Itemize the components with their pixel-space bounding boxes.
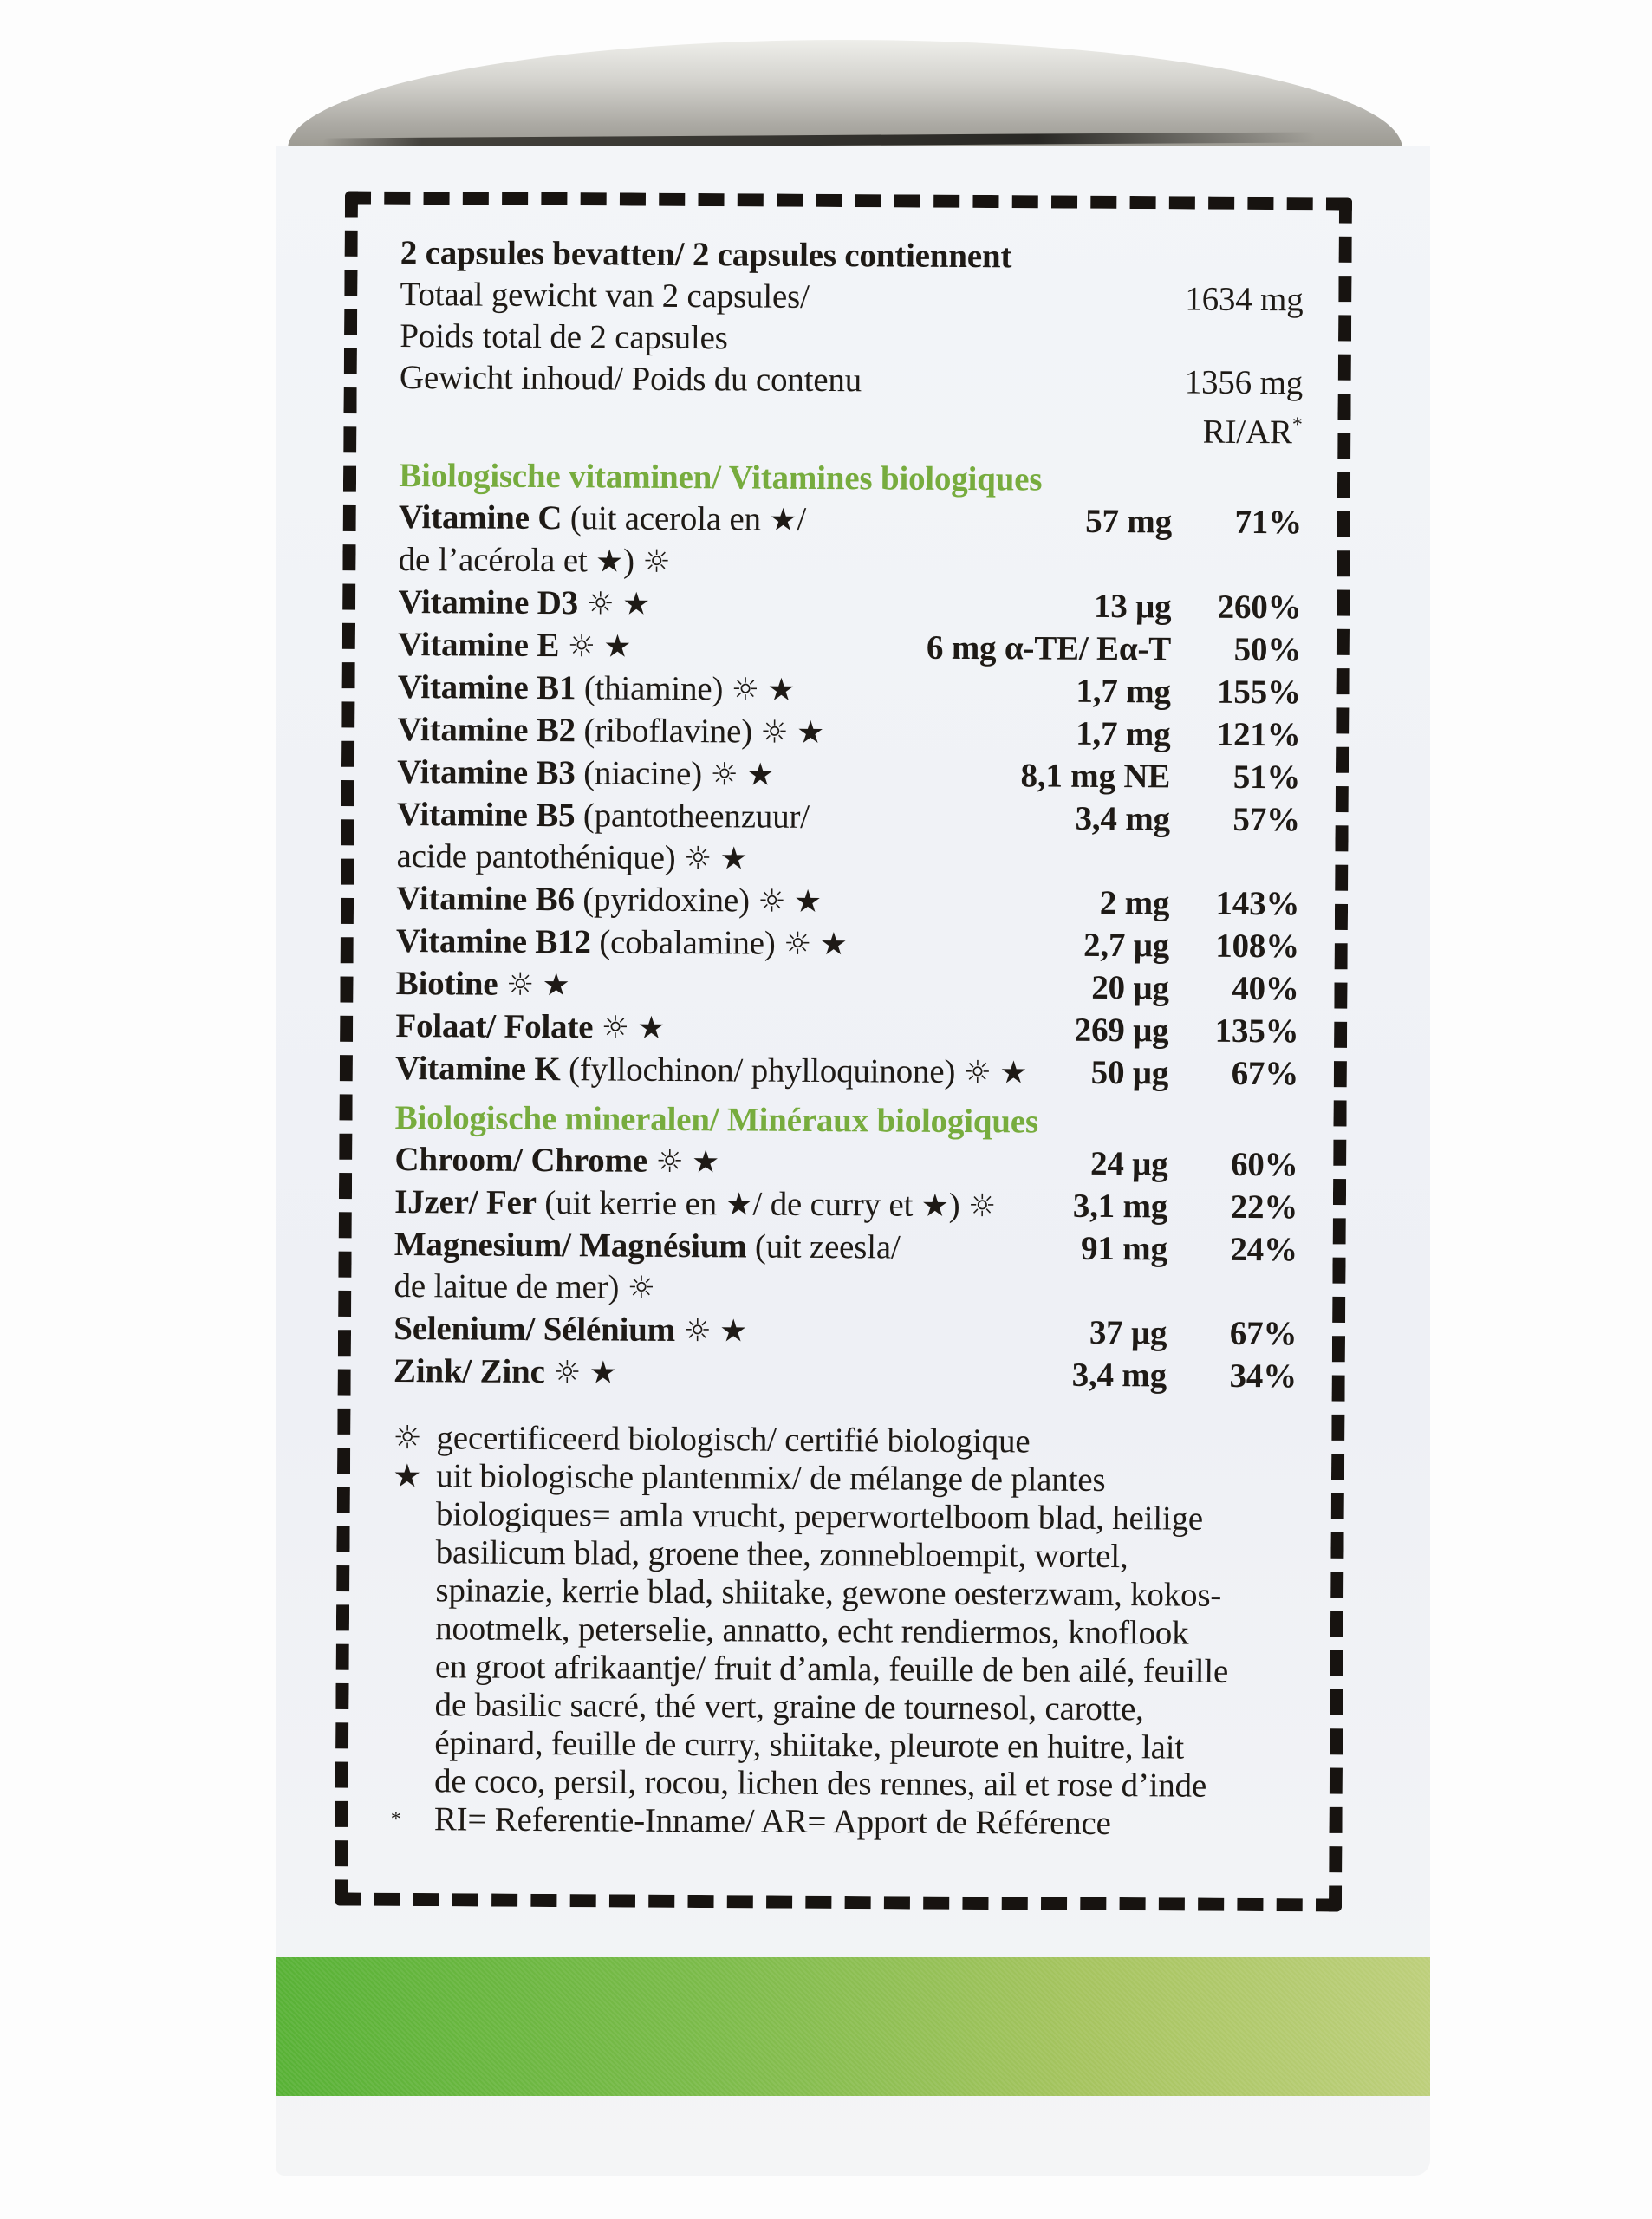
footnote-line — [393, 1533, 1296, 1577]
table-row — [397, 709, 1300, 757]
nutrient-name: Vitamine B12 (cobalamine) ☼ ★ — [395, 921, 848, 963]
nutrient-ri-percent: 67% — [1231, 1054, 1299, 1093]
table-row — [393, 1266, 1297, 1313]
nutrient-name: Vitamine B2 (riboflavine) ☼ ★ — [397, 710, 825, 751]
organic-sun-icon: ☼ — [393, 1418, 422, 1457]
organic-sun-icon: ☼ — [967, 1188, 997, 1225]
nutrient-name: Vitamine B3 (niacine) ☼ ★ — [397, 752, 775, 793]
nutrient-amount: 3,1 mg — [1072, 1187, 1168, 1226]
header-label: Poids total de 2 capsules — [400, 316, 728, 357]
nutrient-amount: 20 μg — [1091, 968, 1169, 1007]
nutrient-amount: 2,7 μg — [1083, 926, 1170, 965]
plantmix-star-icon: ★ — [719, 841, 748, 877]
organic-sun-icon: ☼ — [963, 1054, 992, 1091]
table-row — [395, 1005, 1298, 1053]
footnote-marker — [391, 1724, 434, 1762]
label-header-rows — [399, 274, 1303, 453]
nutrient-ri-percent: 22% — [1230, 1188, 1298, 1227]
plantmix-star-icon: ★ — [793, 883, 823, 920]
footnote-text: basilicum blad, groene thee, zonnebloempit, wortel, — [435, 1533, 1128, 1576]
footnote-line — [391, 1724, 1294, 1767]
organic-sun-icon: ☼ — [758, 883, 786, 920]
organic-sun-icon: ☼ — [567, 628, 595, 665]
table-row — [398, 667, 1301, 714]
nutrition-label — [391, 232, 1304, 1851]
nutrient-ri-percent: 143% — [1215, 884, 1300, 923]
organic-sun-icon: ☼ — [760, 714, 789, 751]
nutrient-name: de l’acérola et ★) ☼ — [398, 540, 671, 580]
table-row — [397, 794, 1300, 841]
footnote-line — [392, 1572, 1295, 1615]
footnote-text: RI= Referentie-Inname/ AR= Apport de Référence — [433, 1800, 1111, 1843]
footnote-line — [393, 1419, 1296, 1462]
plantmix-star-icon: ★ — [621, 586, 651, 622]
nutrient-amount: 57 mg — [1085, 502, 1173, 541]
nutrient-ri-percent: 155% — [1216, 673, 1301, 712]
plantmix-star-icon: ★ — [745, 757, 775, 793]
table-row — [395, 1048, 1298, 1096]
organic-sun-icon: ☼ — [683, 1313, 712, 1350]
nutrient-name: Vitamine C (uit acerola en ★/ — [398, 498, 807, 538]
nutrient-amount: 269 μg — [1074, 1011, 1169, 1050]
footnote-text: de coco, persil, rocou, lichen des rennes, ail et rose d’inde — [433, 1762, 1207, 1805]
table-row — [397, 752, 1300, 799]
footnote-marker — [391, 1762, 434, 1800]
footnotes — [391, 1419, 1297, 1851]
plantmix-star-icon: ★ — [719, 1313, 748, 1350]
nutrient-amount: 8,1 mg NE — [1020, 757, 1171, 796]
footnote-text: nootmelk, peterselie, annatto, echt rendiermos, knoflook — [435, 1610, 1189, 1652]
plantmix-star-icon: ★ — [691, 1144, 720, 1181]
nutrient-amount: 50 μg — [1090, 1053, 1169, 1092]
nutrient-amount: 2 mg — [1099, 883, 1170, 922]
nutrient-amount: 13 μg — [1093, 587, 1172, 626]
label-title: 2 capsules bevatten/ 2 capsules contiennent — [400, 233, 1012, 276]
section-heading: Biologische vitaminen/ Vitamines biologiques — [399, 456, 1043, 498]
nutrient-ri-percent: 121% — [1216, 715, 1301, 754]
organic-sun-icon: ☼ — [655, 1143, 684, 1181]
nutrient-ri-percent: 57% — [1232, 800, 1301, 839]
plantmix-star-icon: ★ — [769, 502, 797, 538]
nutrient-ri-percent: 34% — [1229, 1357, 1298, 1396]
nutrient-name: IJzer/ Fer (uit kerrie en ★/ de curry et ★) ☼ — [394, 1182, 997, 1225]
nutrient-amount: 1,7 mg — [1076, 672, 1171, 711]
table-row — [394, 1139, 1298, 1187]
plantmix-star-icon: ★ — [920, 1188, 949, 1224]
organic-sun-icon: ☼ — [505, 966, 535, 1003]
footnote-text: uit biologische plantenmix/ de mélange de plantes — [436, 1457, 1106, 1499]
table-row — [399, 539, 1302, 587]
header-row — [400, 274, 1303, 321]
plantmix-star-icon: ★ — [819, 926, 848, 963]
table-row — [394, 1181, 1298, 1229]
organic-sun-icon: ☼ — [553, 1355, 582, 1391]
footnote-marker — [393, 1495, 436, 1533]
footnote-text: gecertificeerd biologisch/ certifié biologique — [436, 1419, 1031, 1461]
nutrient-ri-percent: 67% — [1229, 1314, 1298, 1353]
green-gradient-band — [276, 1957, 1430, 2096]
nutrient-amount: 1,7 mg — [1076, 714, 1171, 753]
plantmix-star-icon: ★ — [603, 628, 632, 665]
nutrient-name: Selenium/ Sélénium ☼ ★ — [393, 1309, 748, 1350]
nutrient-amount: 37 μg — [1089, 1313, 1167, 1352]
plantmix-star-icon: ★ — [595, 543, 624, 580]
nutrient-name: Zink/ Zinc ☼ ★ — [393, 1351, 617, 1391]
header-row — [400, 357, 1303, 404]
footnote-marker — [392, 1648, 435, 1686]
table-row — [398, 624, 1301, 672]
table-row — [398, 582, 1301, 629]
footnote-marker — [391, 1686, 434, 1724]
organic-sun-icon: ☼ — [710, 757, 738, 793]
organic-sun-icon: ☼ — [601, 1010, 629, 1046]
organic-sun-icon: ☼ — [586, 586, 615, 622]
nutrient-name: Chroom/ Chrome ☼ ★ — [394, 1140, 720, 1181]
organic-sun-icon: ☼ — [683, 841, 712, 877]
footnote-line — [391, 1686, 1294, 1729]
footnote-marker: * — [390, 1806, 401, 1832]
header-row — [399, 399, 1302, 453]
plantmix-star-icon: ★ — [725, 1187, 753, 1223]
nutrient-name: Folaat/ Folate ☼ ★ — [395, 1006, 666, 1046]
nutrient-name: Vitamine B6 (pyridoxine) ☼ ★ — [396, 879, 823, 920]
nutrient-name: Vitamine D3 ☼ ★ — [398, 582, 651, 622]
nutrient-ri-percent: 24% — [1230, 1230, 1298, 1269]
nutrient-ri-percent: 60% — [1230, 1145, 1298, 1184]
nutrient-ri-percent: 108% — [1215, 927, 1300, 966]
nutrient-name: Vitamine K (fyllochinon/ phylloquinone) ☼ ★ — [394, 1049, 1028, 1091]
nutrient-amount: 24 μg — [1089, 1144, 1168, 1183]
table-row — [396, 963, 1299, 1011]
organic-sun-icon: ☼ — [627, 1270, 655, 1306]
plantmix-star-icon: ★ — [542, 967, 570, 1004]
nutrient-amount: 6 mg α-TE/ Eα-T — [926, 628, 1172, 668]
table-row — [396, 921, 1299, 968]
footnote-line — [391, 1762, 1294, 1806]
footnote-text: de basilic sacré, thé vert, graine de tournesol, carotte, — [434, 1686, 1144, 1728]
nutrient-table — [393, 455, 1303, 1398]
nutrient-ri-percent: 50% — [1233, 630, 1302, 669]
footnote-text: biologiques= amla vrucht, peperwortelboom blad, heilige — [435, 1495, 1204, 1538]
nutrient-ri-percent: 135% — [1214, 1012, 1299, 1051]
organic-sun-icon: ☼ — [784, 926, 812, 962]
plantmix-star-icon: ★ — [767, 672, 796, 708]
table-row — [396, 878, 1299, 926]
section-heading: Biologische mineralen/ Minéraux biologiques — [394, 1098, 1039, 1141]
footnote-text: épinard, feuille de curry, shiitake, pleurote en huitre, lait — [434, 1724, 1185, 1767]
footnote-marker — [393, 1457, 436, 1495]
nutrient-amount: 3,4 mg — [1071, 1356, 1167, 1395]
footnote-marker — [393, 1533, 436, 1572]
footnote-line — [393, 1457, 1296, 1500]
footnote-line — [392, 1648, 1295, 1691]
plantmix-star-icon: ★ — [637, 1010, 666, 1046]
header-label: Gewicht inhoud/ Poids du contenu — [399, 358, 862, 400]
footnote-marker — [393, 1419, 436, 1457]
nutrient-name: acide pantothénique) ☼ ★ — [396, 836, 748, 877]
footnote-text: en groot afrikaantje/ fruit d’amla, feuille de ben ailé, feuille — [434, 1648, 1229, 1690]
header-value: RI/AR* — [1202, 413, 1303, 452]
header-value: 1634 mg — [1185, 280, 1304, 319]
nutrient-name: Vitamine B5 (pantotheenzuur/ — [396, 795, 810, 836]
plantmix-star-icon: ★ — [393, 1456, 422, 1495]
table-row — [393, 1350, 1297, 1398]
footnote-marker — [392, 1610, 435, 1648]
plantmix-star-icon: ★ — [999, 1055, 1028, 1091]
plantmix-star-icon: ★ — [796, 714, 825, 751]
table-row — [399, 497, 1302, 544]
footnote-line — [393, 1495, 1296, 1539]
footnote-text: spinazie, kerrie blad, shiitake, gewone oesterzwam, kokos- — [435, 1572, 1222, 1614]
header-row — [400, 316, 1303, 362]
nutrient-ri-percent: 260% — [1217, 588, 1302, 627]
plantmix-star-icon: ★ — [589, 1355, 617, 1391]
nutrient-name: de laitue de mer) ☼ — [393, 1266, 655, 1306]
nutrient-name: Vitamine E ☼ ★ — [397, 625, 632, 665]
nutrient-name: Vitamine B1 (thiamine) ☼ ★ — [397, 667, 796, 708]
nutrient-ri-percent: 71% — [1234, 503, 1303, 542]
table-row — [394, 1224, 1298, 1271]
nutrient-amount: 91 mg — [1080, 1229, 1167, 1268]
nutrient-ri-percent: 40% — [1232, 969, 1299, 1008]
header-value: 1356 mg — [1184, 363, 1304, 402]
organic-sun-icon: ☼ — [642, 543, 671, 580]
nutrient-ri-percent: 51% — [1232, 758, 1301, 797]
footnote-marker — [392, 1572, 435, 1610]
footnote-line — [392, 1610, 1295, 1653]
nutrient-name: Magnesium/ Magnésium (uit zeesla/ — [393, 1225, 901, 1266]
nutrient-name: Biotine ☼ ★ — [395, 964, 570, 1004]
table-row — [396, 836, 1299, 883]
table-row — [393, 1308, 1297, 1356]
header-label: Totaal gewicht van 2 capsules/ — [400, 275, 810, 316]
footnote-line — [391, 1800, 1294, 1851]
organic-sun-icon: ☼ — [731, 672, 759, 708]
nutrient-amount: 3,4 mg — [1075, 799, 1171, 838]
